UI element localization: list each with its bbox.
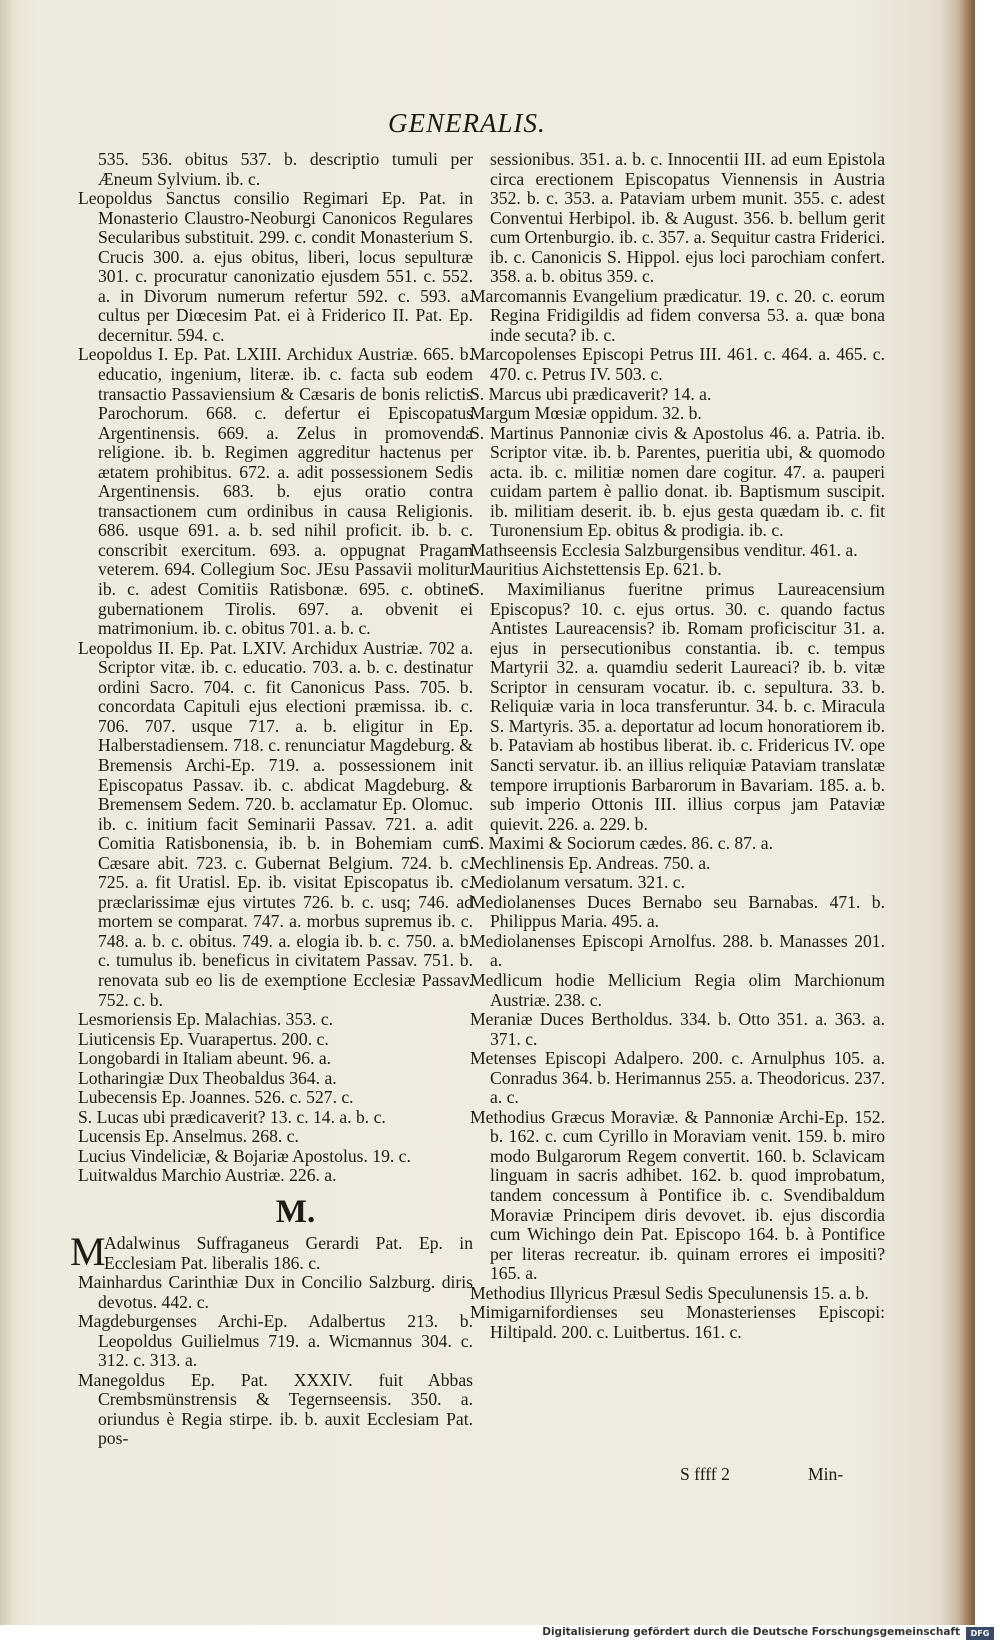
- index-entry: [470, 1010, 885, 1049]
- index-entry-text: Lubecensis Ep. Joannes. 526. c. 527. c.: [78, 1087, 354, 1108]
- index-entry-text: Lotharingiæ Dux Theobaldus 364. a.: [78, 1067, 337, 1088]
- index-entry-text: Mediolanenses Duces Bernabo seu Barnabas. 471. b. Philippus Maria. 495. a.: [470, 891, 885, 932]
- index-entry: [470, 834, 885, 854]
- index-entry: [470, 1049, 885, 1108]
- index-entry-text: Luitwaldus Marchio Austriæ. 226. a.: [78, 1165, 337, 1186]
- index-entry: [78, 1049, 473, 1069]
- index-entry: [470, 287, 885, 346]
- index-entry: [470, 424, 885, 541]
- index-entry-text: Marcomannis Evangelium prædicatur. 19. c. 20. c. eorum Regina Fridigildis ad fidem conversa 53. a. quæ bona inde secuta? ib. c.: [470, 285, 885, 345]
- index-entry-text: Manegoldus Ep. Pat. XXXIV. fuit Abbas Crembsmünstrensis & Tegernseensis. 350. a. oriundus è Regia stirpe. ib. b. auxit Ecclesiam Pat. pos-: [78, 1369, 473, 1449]
- index-entry-text: Magdeburgenses Archi-Ep. Adalbertus 213. b. Leopoldus Guilielmus 719. a. Wicmannus 304. c. 312. c. 313. a.: [78, 1311, 473, 1371]
- drop-cap: M: [70, 1228, 106, 1274]
- left-m-entry-list: [70, 1228, 473, 1449]
- index-entry-text: S. Lucas ubi prædicaverit? 13. c. 14. a. b. c.: [78, 1106, 386, 1127]
- index-entry: [78, 1312, 473, 1371]
- index-entry: [470, 345, 885, 384]
- index-entry-text: Leopoldus II. Ep. Pat. LXIV. Archidux Austriæ. 702 a. Scriptor vitæ. ib. c. educatio. 703. a. b. c. destinatur ordini Sacro. 704. c. fit Canonicus Pass. 705. b. concordata Capituli ejus electioni præmissa. ib. c. 706. 707. usque 717. a. b. eligitur in Ep. Halberstadiensem. 718. c. renunciatur Magdeburg. & Bremensis Archi-Ep. 719. a. possessionem init Episcopatus Passav. ib. c. abdicat Magdeburg. & Bremensem Sedem. 720. b. acclamatur Ep. Olomuc. ib. c. initium facit Seminarii Passav. 721. a. adit Comitia Ratisbonensia, ib. b. in Bohemiam cum Cæsare abit. 723. c. Gubernat Belgium. 724. b. c. 725. a. fit Uratisl. Ep. ib. visitat Episcopatus ib. c. præclarissimæ ejus virtutes 726. b. c. usq; 746. ad mortem se comparat. 747. a. morbus supremus ib. c. 748. a. b. c. obitus. 749. a. elogia ib. b. c. 750. a. b. c. tumulus ib. beneficus in civitatem Passav. 751. b. renovata sub eo lis de exemptione Ecclesiæ Passav. 752. c. b.: [78, 637, 473, 1010]
- index-entry-text: Marcopolenses Episcopi Petrus III. 461. c. 464. a. 465. c. 470. c. Petrus IV. 503. c.: [470, 344, 885, 385]
- index-entry-text: Mediolanenses Episcopi Arnolfus. 288. b. Manasses 201. a.: [470, 930, 885, 971]
- index-entry-text: Longobardi in Italiam abeunt. 96. a.: [78, 1048, 332, 1069]
- index-entry-text: S. Maximi & Sociorum cædes. 86. c. 87. a.: [470, 833, 773, 854]
- index-entry-text: Lucius Vindeliciæ, & Bojariæ Apostolus. 19. c.: [78, 1145, 411, 1166]
- index-entry-text: Mechlinensis Ep. Andreas. 750. a.: [470, 852, 711, 873]
- index-entry: [78, 189, 473, 345]
- index-entry: [78, 150, 473, 189]
- index-entry-text: Methodius Illyricus Præsul Sedis Speculunensis 15. a. b.: [470, 1282, 869, 1303]
- index-entry: [78, 345, 473, 638]
- index-entry-text: Liuticensis Ep. Vuarapertus. 200. c.: [78, 1028, 329, 1049]
- index-entry-text: Mauritius Aichstettensis Ep. 621. b.: [470, 559, 722, 580]
- right-column: [470, 150, 885, 1342]
- index-entry-text: S. Martinus Pannoniæ civis & Apostolus 46. a. Patria. ib. Scriptor vitæ. ib. b. Parentes, pueritia ubi, & quomodo acta. ib. c. militiæ nomen dare cogitur. 47. a. pauperi cuidam partem è pallio donat. ib. Baptismum suscipit. ib. militiam deserit. ib. b. ejus gesta quædam ib. c. fit Turonensium Ep. obitus & prodigia. ib. c.: [470, 422, 885, 541]
- index-entry-text: Lesmoriensis Ep. Malachias. 353. c.: [78, 1009, 334, 1030]
- index-entry-text: Mathseensis Ecclesia Salzburgensibus venditur. 461. a.: [470, 539, 858, 560]
- left-column: [70, 149, 473, 1449]
- dfg-logo-icon: DFG: [966, 1627, 994, 1640]
- index-entry-text: Lucensis Ep. Anselmus. 268. c.: [78, 1126, 299, 1147]
- index-entry-text: Mediolanum versatum. 321. c.: [470, 872, 685, 893]
- index-entry: [470, 971, 885, 1010]
- index-entry-text: Mainhardus Carinthiæ Dux in Concilio Salzburg. diris devotus. 442. c.: [78, 1272, 473, 1312]
- index-entry: [470, 854, 885, 874]
- section-letter: M.: [275, 1193, 316, 1230]
- index-entry: [470, 560, 885, 580]
- index-entry: [470, 385, 885, 405]
- index-entry: [470, 580, 885, 834]
- index-entry-text: 535. 536. obitus 537. b. descriptio tumuli per Æneum Sylvium. ib. c.: [98, 149, 473, 189]
- index-entry-text: Mimigarnifordienses seu Monasterienses Episcopi: Hiltipald. 200. c. Luitbertus. 161. c.: [470, 1302, 885, 1342]
- index-entry-text: Methodius Græcus Moraviæ. & Pannoniæ Archi-Ep. 152. b. 162. c. cum Cyrillo in Moraviam venit. 159. b. miro modo Bulgarorum Regem convertit. 160. b. Sclavicam linguam in sacris adhibet. 162. b. quod improbatum, tandem concessum à Pontifice ib. c. Svendibaldum Moraviæ Principem diris devovet. ib. ejus discordia cum Wichingo dein Pat. Episcopo 164. b. à Pontifice per literas recreatur. ib. quinam errores ei impositi? 165. a.: [470, 1106, 885, 1284]
- index-entry-text: Margum Mœsiæ oppidum. 32. b.: [470, 403, 702, 424]
- index-entry: [78, 1371, 473, 1449]
- index-entry: [78, 639, 473, 1010]
- index-entry: [78, 1147, 473, 1167]
- index-entry-text: Medlicum hodie Mellicium Regia olim Marchionum Austriæ. 238. c.: [470, 969, 885, 1010]
- index-entry-text: S. Marcus ubi prædicaverit? 14. a.: [470, 383, 712, 404]
- index-entry: [470, 541, 885, 561]
- index-entry-text: Meraniæ Duces Bertholdus. 334. b. Otto 351. a. 363. a. 371. c.: [470, 1009, 885, 1049]
- index-entry: [470, 404, 885, 424]
- left-entry-list: [78, 150, 473, 1186]
- index-entry: [78, 1088, 473, 1108]
- index-entry: [470, 932, 885, 971]
- catchword: Min-: [808, 1464, 844, 1484]
- index-entry: [78, 1010, 473, 1030]
- index-entry-text: Leopoldus I. Ep. Pat. LXIII. Archidux Austriæ. 665. b. educatio, ingenium, literæ. ib. c. facta sub eodem transactio Passaviensium & Cæsaris de bonis relictis Parochorum. 668. c. defertur ei Episcopatus Argentinensis. 669. a. Zelus in promovenda religione. ib. b. Regimen aggreditur hactenus per ætatem prohibitus. 672. a. adit possessionem Sedis Argentinensis. 683. b. ejus oratio contra transactionem cum ordinibus in causa Religionis. 686. usque 691. a. b. sed nihil proficit. ib. b. c. conscribit exercitum. 693. a. oppugnat Pragam veterem. 694. Collegium Soc. JEsu Passavii molitur. ib. c. adest Comitiis Ratisbonæ. 695. c. obtinet gubernationem Tirolis. 697. a. obvenit ei matrimonium. ib. c. obitus 701. a. b. c.: [78, 344, 473, 639]
- footer-credit: Digitalisierung gefördert durch die Deutsche Forschungsgemeinschaft: [542, 1626, 960, 1638]
- index-entry: [470, 893, 885, 932]
- index-entry-text: Leopoldus Sanctus consilio Regimari Ep. Pat. in Monasterio Claustro-Neoburgi Canonicos Regulares Secularibus substituit. 299. c. condit Monasterium S. Crucis 300. a. ejus obitus, liberi, locus sepulturæ 301. c. procuratur canonizatio ejusdem 551. c. 552. a. in Divorum numerum refertur 592. c. 593. a. cultus per Diœcesim Pat. ei à Friderico II. Pat. Ep. decernitur. 594. c.: [78, 188, 473, 345]
- index-entry: [470, 1303, 885, 1342]
- index-entry: [70, 1228, 473, 1274]
- index-entry-text: sessionibus. 351. a. b. c. Innocentii III. ad eum Epistola circa erectionem Episcopatus Viennensis in Austria 352. b. c. 353. a. Pataviam urbem munit. 355. c. adest Conventui Herbipol. ib. & August. 356. b. bellum gerit cum Ortenburgio. ib. c. 357. a. Sequitur castra Friderici. ib. c. Canonicis S. Hippol. ejus loci parochiam confert. 358. a. b. obitus 359. c.: [490, 149, 885, 287]
- index-entry: [78, 1273, 473, 1312]
- index-entry: [470, 150, 885, 287]
- index-entry-text: S. Maximilianus fueritne primus Laureacensium Episcopus? 10. c. ejus ortus. 30. c. quando factus Antistes Laureacensis? ib. Romam proficiscitur 31. a. ejus in persecutionibus constantia. ib. c. tempus Martyrii 32. a. quamdiu sederit Laureaci? ib. b. vitæ Scriptor in censuram vocatur. ib. c. sepultura. 33. b. Reliquiæ varia in loca transferuntur. 34. b. c. Miracula S. Martyris. 35. a. deportatur ad locum honoratiorem ib. b. Pataviam ab hostibus liberat. ib. c. Fridericus IV. ope Sancti servatur. ib. an illius reliquiæ Pataviam translatæ tempore irruptionis Barbarorum in Bavariam. 185. a. b. sub imperio Ottonis III. illius corpus jam Pataviæ quievit. 226. a. 229. b.: [470, 579, 885, 834]
- index-entry: [78, 1166, 473, 1186]
- index-entry: [470, 873, 885, 893]
- index-entry: [78, 1030, 473, 1050]
- index-entry: [78, 1069, 473, 1089]
- index-entry: [78, 1108, 473, 1128]
- index-entry-text: Metenses Episcopi Adalpero. 200. c. Arnulphus 105. a. Conradus 364. b. Herimannus 255. a. Theodoricus. 237. a. c.: [470, 1048, 885, 1108]
- right-entry-list: [470, 150, 885, 1342]
- index-entry: [470, 1108, 885, 1284]
- running-head: GENERALIS.: [388, 108, 546, 138]
- signature-mark: S ffff 2: [680, 1464, 730, 1484]
- index-entry-text: Adalwinus Suffraganeus Gerardi Pat. Ep. in Ecclesiam Pat. liberalis 186. c.: [104, 1232, 473, 1273]
- index-entry: [78, 1127, 473, 1147]
- index-entry: [470, 1284, 885, 1304]
